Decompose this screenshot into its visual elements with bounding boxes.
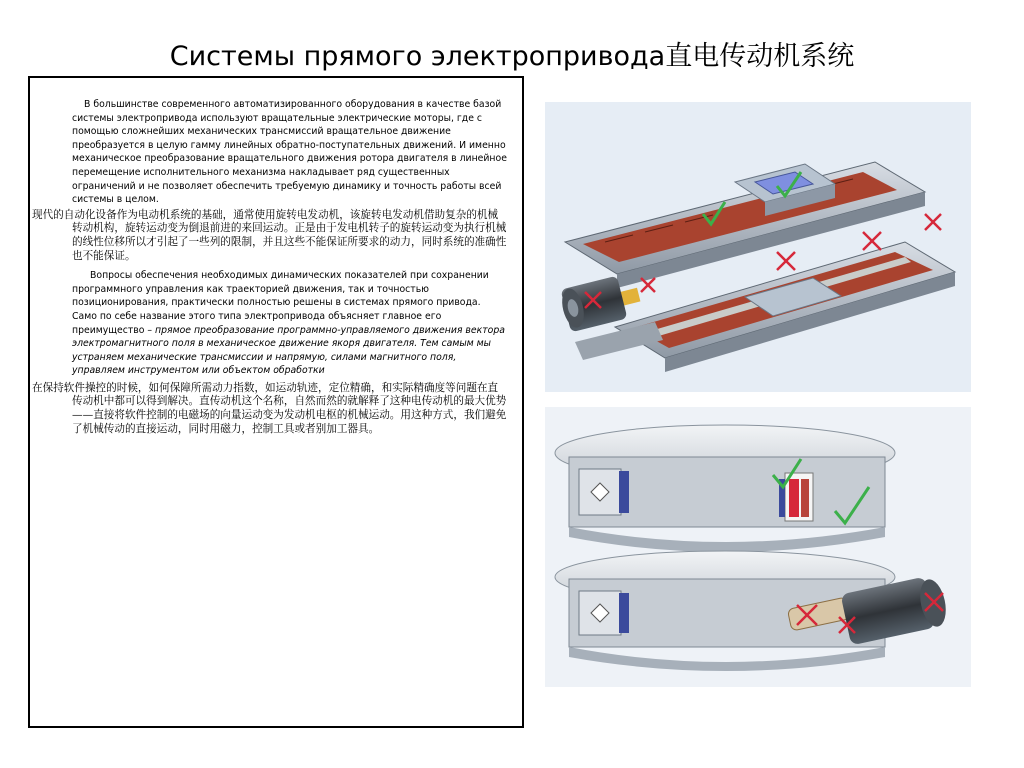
slide-title: Системы прямого электропривода直电传动机系统 — [169, 41, 855, 72]
text-box — [28, 76, 524, 728]
paragraph-chinese-2: 在保持软件操控的时候，如何保障所需动力指数，如运动轨迹，定位精确，和实际精确度等问题在直传动机中都可以得到解决。直传动机这个名称，自然而然的就解释了这种电传动机的最大优势——直接将软件控制的电磁场的向量运动变为发动机电枢的机械运动。用这种方式，我们避免了机械传动的直接运动，同时用磁力，控制工具或者别加工器具。 — [32, 381, 507, 435]
rotary-drive-illustration — [545, 407, 971, 687]
paragraph-chinese-1: 现代的自动化设备作为电动机系统的基础，通常使用旋转电发动机，该旋转电发动机借助复杂的机械转动机构，旋转运动变为倒退前进的来回运动。正是由于发电机转子的旋转运动变为执行机械的线性位移所以才引起了一些列的限制，并且这些不能保证所要求的动力，同时系统的准确性也不能保证。 — [32, 208, 507, 262]
paragraph-russian-1: В большинстве современного автоматизированного оборудования в качестве базой системы электропривода используют вращательные электрические моторы, где с помощью сложнейших механических трансмиссий вращательное движение преобразуется в целую гамму линейных обратно-поступательных движений. И именно механическое преобразование вращательного движения ротора двигателя в линейное перемещение исполнительного механизма накладывает ряд существенных ограничений и не позволяет обеспечить требуемую динамику и точность работы всей системы в целом. — [72, 99, 507, 206]
worm-drive-table — [555, 551, 950, 671]
paragraph-russian-2-plain: Вопросы обеспечения необходимых динамических показателей при сохранении программного управления как траекторией движения, так и точностью позиционирования, практически полностью решены в системах прямого привода. Само по себе название этого типа электропривода объясняет главное его преимущество – — [72, 270, 489, 336]
paragraph-russian-2 — [32, 269, 508, 378]
paragraph-russian-2-italic: прямое преобразование программно-управляемого движения вектора электромагнитного поля в механическое движение якоря двигателя. Тем самым мы устраняем механические трансмиссии и напрямую, силами магнитного поля, управляем инструментом или объектом обработки — [72, 324, 505, 377]
linear-drive-illustration — [545, 102, 971, 392]
torque-motor-table — [555, 425, 895, 552]
